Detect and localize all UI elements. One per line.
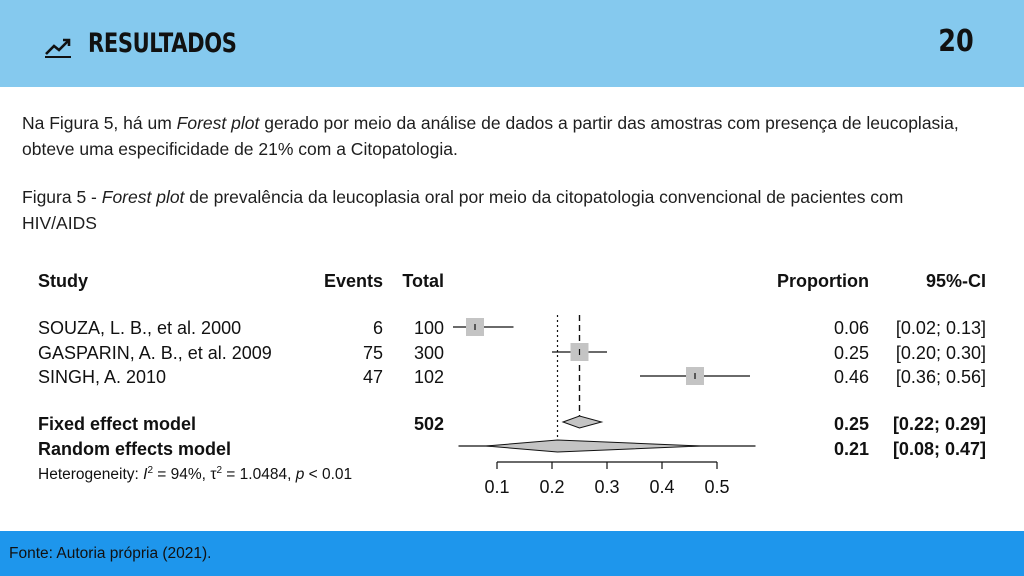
- study-name: GASPARIN, A. B., et al. 2009: [38, 343, 272, 363]
- page-number: 20: [938, 24, 974, 59]
- header-bar: [0, 0, 1024, 87]
- study-events: 47: [362, 367, 383, 387]
- col-header-events: Events: [323, 271, 383, 291]
- p-symbol: p: [295, 466, 305, 483]
- study-proportion: 0.06: [833, 318, 869, 338]
- study-events: 75: [362, 343, 383, 363]
- i2-superscript: 2: [147, 465, 153, 476]
- study-ci: [0.02; 0.13]: [895, 318, 986, 338]
- random-effects-ci: [0.08; 0.47]: [892, 439, 986, 459]
- study-name: SOUZA, L. B., et al. 2000: [38, 318, 242, 338]
- fixed-effect-label: Fixed effect model: [38, 414, 197, 434]
- study-total: 100: [413, 318, 444, 338]
- tau-superscript: 2: [216, 465, 222, 476]
- col-header-total: Total: [402, 271, 444, 291]
- intro-paragraph: [22, 110, 982, 162]
- x-axis-tick-label: 0.2: [539, 477, 565, 497]
- fixed-effect-ci: [0.22; 0.29]: [892, 414, 986, 434]
- col-header-ci: 95%-CI: [925, 271, 986, 291]
- tau-value: = 1.0484,: [222, 466, 296, 483]
- tau-symbol: τ: [210, 466, 217, 483]
- study-total: 102: [413, 367, 444, 387]
- x-axis-ticks: [484, 462, 729, 497]
- caption-text-post: de prevalência da leucoplasia oral por meio da citopatologia convencional de pacientes com HIV/AIDS: [22, 187, 904, 233]
- x-axis-tick-label: 0.4: [649, 477, 675, 497]
- study-row: [38, 343, 986, 363]
- p-value: < 0.01: [304, 466, 353, 483]
- trending-up-icon: [44, 34, 72, 58]
- caption-text-pre: Figura 5 -: [22, 187, 102, 207]
- heterogeneity-prefix: Heterogeneity:: [38, 466, 144, 483]
- fixed-effect-total: 502: [413, 414, 444, 434]
- forest-plot: [0, 255, 1024, 520]
- fixed-effect-diamond: [563, 416, 602, 428]
- heterogeneity-text: [38, 465, 352, 483]
- i2-value: = 94%,: [153, 466, 211, 483]
- figure-caption: [22, 184, 982, 236]
- col-header-proportion: Proportion: [777, 271, 869, 291]
- footer-bar: [0, 531, 1024, 576]
- study-proportion: 0.46: [833, 367, 869, 387]
- study-ci: [0.20; 0.30]: [895, 343, 986, 363]
- study-row: [38, 318, 986, 338]
- fixed-effect-proportion: 0.25: [833, 414, 869, 434]
- study-ci: [0.36; 0.56]: [895, 367, 986, 387]
- study-total: 300: [413, 343, 444, 363]
- page-title: RESULTADOS: [88, 28, 237, 59]
- study-name: SINGH, A. 2010: [38, 367, 167, 387]
- source-note: Fonte: Autoria própria (2021).: [9, 545, 212, 562]
- x-axis-tick-label: 0.5: [704, 477, 730, 497]
- random-effects-diamond: [486, 440, 701, 452]
- i2-symbol: I: [143, 466, 148, 483]
- intro-text-pre: Na Figura 5, há um: [22, 113, 177, 133]
- x-axis-tick-label: 0.3: [594, 477, 620, 497]
- col-header-study: Study: [38, 271, 89, 291]
- study-row: [38, 367, 986, 387]
- caption-text-em: Forest plot: [101, 187, 185, 207]
- random-effects-label: Random effects model: [38, 439, 232, 459]
- x-axis-tick-label: 0.1: [484, 477, 510, 497]
- study-events: 6: [372, 318, 383, 338]
- study-proportion: 0.25: [833, 343, 869, 363]
- random-effects-proportion: 0.21: [833, 439, 869, 459]
- intro-text-post: gerado por meio da análise de dados a partir das amostras com presença de leucoplasia, obteve uma especificidade de 21% com a Citopatologia.: [22, 113, 959, 159]
- intro-text-em: Forest plot: [176, 113, 260, 133]
